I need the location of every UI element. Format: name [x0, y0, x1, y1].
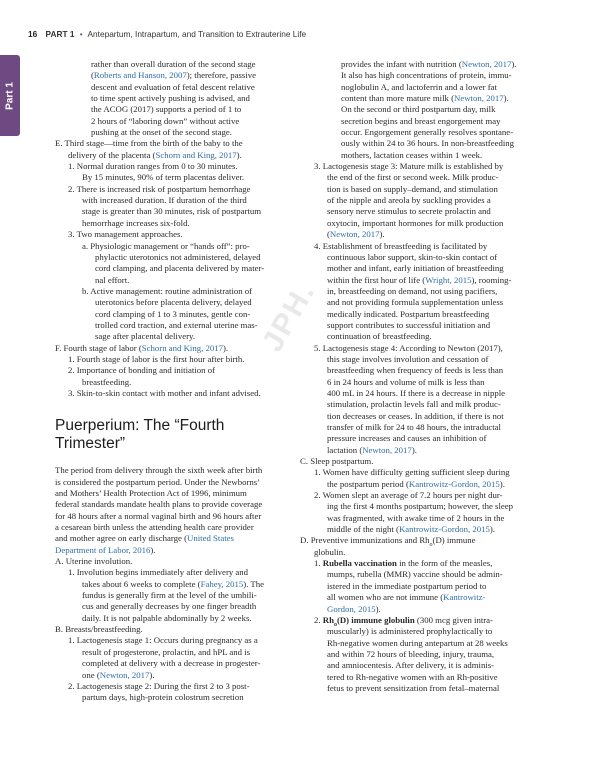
text-segment: takes about 6 weeks to complete (: [82, 578, 201, 589]
text-segment: F. Fourth stage of labor (: [55, 342, 142, 353]
text-line: [55, 229, 308, 240]
text-segment: trolled cord traction, and external uterine mas-: [95, 319, 258, 330]
text-segment: cord clamping of 1 to 3 minutes, gentle con-: [95, 308, 251, 319]
text-segment: continuous labor support, skin-to-skin contact of: [327, 251, 498, 262]
text-segment: noglobulin A, and lactoferrin and a lower fat: [341, 81, 497, 92]
text-line: [300, 59, 562, 70]
section-heading-line: Puerperium: The “Fourth: [55, 417, 225, 435]
text-segment: mothers, lactation ceases within 1 week.: [341, 149, 483, 160]
text-line: [300, 479, 562, 490]
text-segment: 1. Fourth stage of labor is the first hour after birth.: [68, 353, 245, 364]
text-line: [55, 579, 308, 590]
section-heading: [55, 417, 308, 453]
text-line: [55, 477, 308, 488]
text-segment: 2. There is increased risk of postpartum hemorrhage: [68, 183, 251, 194]
text-line: [300, 206, 562, 217]
running-header: [28, 29, 573, 41]
text-segment: o: [333, 621, 337, 628]
text-segment: 3. Skin-to-skin contact with mother and infant advised.: [68, 387, 261, 398]
text-segment: for 48 hours after a normal vaginal birth and 96 hours after: [55, 510, 262, 521]
text-segment: lactation (: [327, 444, 363, 455]
text-segment: cus and generally decreases by one finger breadth: [82, 601, 257, 612]
text-line: [300, 535, 562, 549]
part-side-tab-label: Part 1: [4, 81, 16, 110]
text-segment: was fragmented, with awake time of 2 hours in the: [327, 512, 505, 523]
text-line: [300, 456, 562, 467]
text-segment: fundus is generally firm at the level of the umbili-: [82, 590, 257, 601]
text-segment: provides the infant with nutrition (: [341, 59, 462, 69]
text-line: [55, 692, 308, 703]
text-segment: delivery of the placenta (: [68, 149, 156, 160]
text-segment: 2.: [314, 614, 323, 625]
text-segment: ).: [222, 342, 229, 353]
text-segment: and Mothers’ Health Protection Act of 1996, minimum: [55, 488, 247, 498]
text-line: [300, 672, 562, 683]
text-segment: continuation of breastfeeding.: [327, 331, 432, 342]
text-segment: 5. Lactogenesis stage 4: According to Newton (2017),: [314, 342, 503, 353]
text-segment: 3. Two management approaches.: [68, 229, 183, 240]
text-line: [55, 377, 308, 388]
text-segment: (: [91, 70, 94, 81]
text-line: [55, 172, 308, 183]
text-segment: hemorrhage increases six-fold.: [82, 217, 190, 228]
part-label: PART 1: [45, 29, 75, 39]
text-segment: within the first hour of life (: [327, 274, 426, 285]
citation-link[interactable]: Kantrowitz-Gordon, 2015: [408, 478, 500, 489]
text-segment: o: [429, 542, 433, 549]
text-line: [300, 411, 562, 422]
text-segment: and within 72 hours of bleeding, injury, trauma,: [327, 648, 495, 659]
text-line: [300, 592, 562, 603]
text-segment: is considered the postpartum period. Under the Newborns’: [55, 476, 261, 487]
text-segment: content than more mature milk (: [341, 93, 454, 104]
text-segment: ).: [503, 93, 509, 104]
text-segment: ), rooming-: [471, 274, 512, 285]
text-segment: uterotonics before placenta delivery, delayed: [95, 297, 252, 308]
text-segment: A. Uterine involution.: [55, 556, 133, 567]
text-line: [55, 365, 308, 376]
text-segment: ).: [375, 603, 381, 614]
section-heading-line: Trimester”: [55, 435, 126, 453]
text-segment: 1. Women have difficulty getting sufficient sleep during: [314, 467, 510, 478]
citation-link[interactable]: Newton, 2017: [454, 93, 504, 104]
text-segment: ).: [511, 59, 517, 69]
text-line: [300, 490, 562, 501]
text-segment: b. Active management: routine administration of: [82, 285, 253, 296]
text-line: [55, 590, 308, 601]
text-segment: Rubella vaccination: [322, 558, 397, 569]
text-line: [55, 241, 308, 252]
text-line: [300, 649, 562, 660]
header-separator: •: [79, 29, 83, 39]
text-line: [300, 104, 562, 115]
text-segment: ).: [379, 229, 385, 240]
text-segment: to time spent actively pushing is advised, and: [91, 93, 250, 104]
text-segment: ing the first 4 months postpartum; however, the sleep: [327, 501, 514, 512]
text-line: [300, 501, 562, 512]
text-line: [300, 252, 562, 263]
text-segment: ).: [149, 669, 155, 680]
text-segment: On the second or third postpartum day, milk: [341, 104, 496, 115]
text-segment: pushing at the onset of the second stage.: [91, 127, 232, 138]
text-line: [300, 558, 562, 569]
right-column-body: [300, 59, 562, 694]
text-line: [55, 465, 308, 476]
text-line: [300, 331, 562, 342]
text-line: [55, 150, 308, 161]
text-segment: Rh: [322, 614, 334, 625]
text-segment: one (: [82, 669, 100, 680]
text-line: [300, 184, 562, 195]
text-segment: federal standards mandate health plans to provide coverage: [55, 499, 263, 510]
text-line: [55, 59, 308, 70]
text-line: [55, 275, 308, 286]
text-segment: this stage involves involution and cessation of: [327, 353, 489, 364]
text-segment: sensory nerve stimulus to secrete prolactin and: [327, 206, 491, 217]
text-segment: a cesarean birth unless the attending health care provider: [55, 522, 254, 533]
text-segment: of the nipple and areola by suckling provides a: [327, 195, 491, 206]
text-line: [55, 658, 308, 669]
text-segment: all women who are not immune (: [327, 592, 444, 603]
text-line: [55, 647, 308, 658]
text-line: [55, 104, 308, 115]
text-line: [55, 388, 308, 399]
text-segment: daily. It is not palpable abdominally by 2 weeks.: [82, 612, 252, 623]
text-line: [55, 556, 308, 567]
text-line: [55, 511, 308, 522]
text-segment: C. Sleep postpartum.: [300, 456, 374, 467]
text-line: [55, 161, 308, 172]
citation-link[interactable]: Roberts and Hanson, 2007: [93, 70, 187, 81]
text-segment: mother and infant, early initiation of breastfeeding: [327, 263, 504, 274]
citation-link[interactable]: Kantrowitz-: [443, 592, 486, 603]
chapter-title: Antepartum, Intrapartum, and Transition to Extrauterine Life: [87, 29, 307, 39]
text-line: [300, 524, 562, 535]
text-line: [55, 138, 308, 149]
text-line: [55, 195, 308, 206]
text-line: [300, 581, 562, 592]
text-segment: ).: [150, 544, 156, 555]
text-line: [300, 93, 562, 104]
text-line: [300, 70, 562, 81]
text-segment: ).: [236, 149, 242, 160]
text-line: [55, 206, 308, 217]
text-segment: (D) immune globulin: [336, 614, 415, 625]
citation-link[interactable]: Fahey, 2015: [200, 578, 244, 589]
text-segment: 2. Importance of bonding and initiation of: [68, 365, 216, 376]
text-line: [55, 545, 308, 556]
citation-link[interactable]: Gordon, 2015: [327, 603, 376, 614]
citation-link[interactable]: Wright, 2015: [425, 274, 472, 285]
text-segment: breastfeeding.: [82, 376, 132, 387]
text-segment: ); therefore, passive: [186, 70, 257, 81]
text-segment: mumps, rubella (MMR) vaccine should be admin-: [327, 569, 503, 580]
text-segment: 2. Women slept an average of 7.2 hours per night dur-: [314, 490, 503, 501]
text-line: [55, 635, 308, 646]
text-line: [300, 195, 562, 206]
text-segment: in, breastfeeding on demand, not using pacifiers,: [327, 285, 498, 296]
text-segment: and mother agree on early discharge (: [55, 533, 188, 544]
text-segment: tion is based on supply–demand, and stimulation: [327, 183, 498, 194]
text-line: [55, 624, 308, 635]
text-segment: support contributes to successful initiation and: [327, 319, 491, 330]
text-line: [55, 184, 308, 195]
text-segment: sage after placental delivery.: [95, 331, 196, 342]
text-line: [55, 354, 308, 365]
text-line: [300, 388, 562, 399]
text-segment: 1. Involution begins immediately after delivery and: [68, 567, 249, 578]
text-line: [55, 567, 308, 578]
text-line: [55, 297, 308, 308]
text-line: [55, 670, 308, 681]
text-segment: ).: [411, 444, 417, 455]
text-line: [300, 275, 562, 286]
text-line: [300, 309, 562, 320]
text-line: [300, 638, 562, 649]
text-line: [300, 229, 562, 240]
text-line: [300, 513, 562, 524]
text-segment: 2 hours of “laboring down” without active: [91, 115, 240, 126]
text-segment: completed at delivery with a decrease in progester-: [82, 658, 261, 669]
text-line: [300, 377, 562, 388]
text-segment: ). The: [243, 578, 265, 589]
text-line: [300, 615, 562, 626]
text-line: [300, 626, 562, 637]
text-line: [300, 127, 562, 138]
text-line: [300, 150, 562, 161]
citation-link[interactable]: Newton, 2017: [362, 444, 412, 455]
citation-link[interactable]: United States: [187, 533, 234, 544]
text-line: [300, 286, 562, 297]
text-segment: phylactic uterotonics not administered, delayed: [95, 251, 261, 262]
text-line: [300, 547, 562, 558]
text-line: [300, 354, 562, 365]
text-line: [300, 297, 562, 308]
citation-link[interactable]: Newton, 2017: [329, 229, 380, 240]
text-segment: in the form of the measles,: [396, 558, 493, 569]
page-number: 16: [28, 29, 38, 39]
text-segment: It also has high concentrations of protein, immu-: [341, 70, 512, 81]
text-segment: and not providing formula supplementation unless: [327, 297, 504, 308]
text-segment: D. Preventive immunizations and Rh: [300, 535, 430, 546]
text-line: [300, 218, 562, 229]
text-segment: stimulation, prolactin levels fall and milk produc-: [327, 399, 501, 410]
text-segment: partum days, high-protein colostrum secretion: [82, 692, 244, 703]
text-segment: cord clamping, and placenta delivered by mater-: [95, 263, 265, 274]
text-line: [55, 613, 308, 624]
text-segment: secretion begins and breast engorgement may: [341, 115, 501, 126]
citation-link[interactable]: Newton, 2017: [461, 59, 512, 69]
text-line: [55, 522, 308, 533]
text-line: [300, 433, 562, 444]
text-line: [55, 218, 308, 229]
text-line: [300, 343, 562, 354]
text-segment: pressure increases and causes an inhibition of: [327, 433, 487, 444]
text-line: [55, 601, 308, 612]
text-segment: ).: [499, 478, 505, 489]
citation-link[interactable]: Schorn and King, 2017: [141, 342, 223, 353]
text-line: [300, 660, 562, 671]
text-segment: tion decreases or ceases. In addition, if there is not: [327, 410, 504, 421]
text-segment: E. Third stage—time from the birth of the baby to the: [55, 138, 243, 149]
text-segment: the ACOG (2017) supports a period of 1 to: [91, 104, 242, 115]
text-segment: Rh-negative women during antepartum at 28 weeks: [327, 637, 508, 648]
text-segment: By 15 minutes, 90% of term placentas deliver.: [82, 172, 245, 183]
part-side-tab: [0, 55, 20, 136]
text-segment: muscularly) is administered prophylactically to: [327, 626, 493, 637]
text-line: [55, 263, 308, 274]
text-segment: transfer of milk for 24 to 48 hours, the intraductal: [327, 422, 501, 432]
text-segment: medically indicated. Postpartum breastfeeding: [327, 308, 490, 319]
text-line: [300, 422, 562, 433]
text-line: [55, 127, 308, 138]
text-line: [300, 263, 562, 274]
right-column: [300, 59, 562, 694]
text-segment: middle of the night (: [327, 524, 399, 535]
text-segment: 1. Normal duration ranges from 0 to 30 minutes.: [68, 161, 238, 172]
left-column-body-bottom: [55, 465, 308, 703]
text-line: [300, 399, 562, 410]
text-segment: (300 mcg given intra-: [414, 614, 493, 625]
text-segment: 3. Lactogenesis stage 3: Mature milk is established by: [314, 161, 504, 172]
citation-link[interactable]: Schorn and King, 2017: [155, 149, 237, 160]
text-segment: (D) immune: [432, 535, 476, 546]
text-line: [55, 488, 308, 499]
text-segment: ously within 24 to 36 hours. In non-breastfeeding: [341, 138, 515, 149]
text-line: [300, 683, 562, 694]
left-column: [55, 59, 308, 704]
text-line: [300, 241, 562, 252]
text-segment: occur. Engorgement generally resolves spontane-: [341, 127, 514, 138]
text-line: [300, 604, 562, 615]
text-line: [55, 82, 308, 93]
text-segment: a. Physiologic management or “hands off”: pro-: [82, 240, 250, 251]
text-segment: rather than overall duration of the second stage: [91, 59, 256, 69]
citation-link[interactable]: Newton, 2017: [99, 669, 150, 680]
text-segment: B. Breasts/breastfeeding.: [55, 624, 143, 635]
text-segment: globulin.: [314, 546, 346, 557]
text-segment: The period from delivery through the sixth week after birth: [55, 465, 263, 476]
citation-link[interactable]: Kantrowitz-Gordon, 2015: [398, 524, 490, 535]
text-line: [300, 116, 562, 127]
text-line: [300, 320, 562, 331]
text-segment: the end of the first or second week. Milk produc-: [327, 172, 499, 183]
text-segment: 6 in 24 hours and volume of milk is less than: [327, 376, 485, 387]
text-segment: oxytocin, important hormones for milk production: [327, 217, 504, 228]
text-segment: 400 mL in 24 hours. If there is a decrease in nipple: [327, 387, 506, 398]
text-segment: descent and evaluation of fetal descent relative: [91, 81, 255, 92]
text-segment: ).: [489, 524, 495, 535]
text-segment: 1.: [314, 558, 323, 569]
text-segment: istered in the immediate postpartum period to: [327, 580, 487, 591]
text-segment: tered to Rh-negative women with an Rh-positive: [327, 671, 498, 682]
text-line: [55, 286, 308, 297]
text-segment: (: [327, 229, 330, 240]
text-line: [300, 82, 562, 93]
text-segment: 1. Lactogenesis stage 1: Occurs during pregnancy as a: [68, 635, 258, 646]
text-segment: the postpartum period (: [327, 478, 409, 489]
watermark: JPH.: [255, 276, 322, 358]
text-line: [300, 161, 562, 172]
text-line: [55, 499, 308, 510]
text-segment: stage is greater than 30 minutes, risk of postpartum: [82, 206, 262, 217]
text-segment: with increased duration. If duration of the third: [82, 195, 247, 206]
text-line: [300, 172, 562, 183]
text-line: [300, 467, 562, 478]
text-segment: result of progesterone, prolactin, and hPL and is: [82, 646, 251, 657]
text-line: [55, 533, 308, 544]
text-line: [300, 569, 562, 580]
text-segment: nal effort.: [95, 274, 130, 285]
text-segment: fetus to prevent sensitization from fetal–maternal: [327, 682, 500, 693]
text-segment: and amniocentesis. After delivery, it is adminis-: [327, 660, 495, 671]
text-line: [300, 445, 562, 456]
text-line: [300, 365, 562, 376]
text-line: [300, 138, 562, 149]
citation-link[interactable]: Department of Labor, 2016: [55, 544, 151, 555]
text-line: [55, 681, 308, 692]
text-line: [55, 93, 308, 104]
text-segment: 2. Lactogenesis stage 2: During the first 2 to 3 post-: [68, 680, 250, 691]
text-segment: breastfeeding when frequency of feeds is less than: [327, 365, 504, 376]
text-line: [55, 116, 308, 127]
text-segment: 4. Establishment of breastfeeding is facilitated by: [314, 240, 488, 251]
text-line: [55, 70, 308, 81]
text-line: [55, 252, 308, 263]
